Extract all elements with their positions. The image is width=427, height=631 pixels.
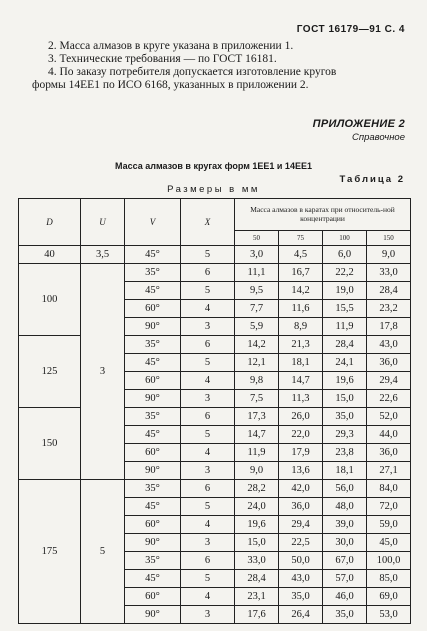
cell-v: 35° bbox=[125, 336, 181, 354]
cell-mass: 50,0 bbox=[279, 552, 323, 570]
cell-mass: 26,0 bbox=[279, 408, 323, 426]
cell-x: 3 bbox=[181, 390, 235, 408]
cell-mass: 17,9 bbox=[279, 444, 323, 462]
cell-d: 175 bbox=[19, 480, 81, 624]
cell-mass: 11,9 bbox=[323, 318, 367, 336]
cell-v: 35° bbox=[125, 408, 181, 426]
cell-mass: 24,0 bbox=[235, 498, 279, 516]
cell-v: 35° bbox=[125, 264, 181, 282]
conc-75-header: 75 bbox=[279, 230, 323, 245]
cell-mass: 14,7 bbox=[235, 426, 279, 444]
table-row bbox=[19, 480, 411, 498]
cell-v: 90° bbox=[125, 390, 181, 408]
cell-mass: 69,0 bbox=[367, 588, 411, 606]
cell-mass: 29,4 bbox=[279, 516, 323, 534]
cell-mass: 5,9 bbox=[235, 318, 279, 336]
cell-mass: 9,5 bbox=[235, 282, 279, 300]
cell-x: 5 bbox=[181, 246, 235, 264]
cell-mass: 23,1 bbox=[235, 588, 279, 606]
cell-x: 4 bbox=[181, 372, 235, 390]
cell-mass: 11,3 bbox=[279, 390, 323, 408]
table-caption: Масса алмазов в кругах форм 1ЕЕ1 и 14ЕЕ1 bbox=[115, 161, 312, 171]
page-header: ГОСТ 16179—91 С. 4 bbox=[296, 24, 405, 35]
cell-u: 5 bbox=[81, 480, 125, 624]
cell-mass: 36,0 bbox=[367, 354, 411, 372]
cell-v: 45° bbox=[125, 498, 181, 516]
cell-mass: 33,0 bbox=[367, 264, 411, 282]
cell-mass: 11,9 bbox=[235, 444, 279, 462]
cell-x: 3 bbox=[181, 534, 235, 552]
cell-mass: 22,2 bbox=[323, 264, 367, 282]
cell-mass: 29,4 bbox=[367, 372, 411, 390]
cell-mass: 67,0 bbox=[323, 552, 367, 570]
cell-x: 6 bbox=[181, 480, 235, 498]
cell-v: 60° bbox=[125, 588, 181, 606]
diamond-mass-table bbox=[18, 198, 411, 624]
cell-mass: 22,6 bbox=[367, 390, 411, 408]
cell-mass: 3,0 bbox=[235, 246, 279, 264]
cell-v: 45° bbox=[125, 426, 181, 444]
cell-x: 6 bbox=[181, 552, 235, 570]
cell-mass: 23,2 bbox=[367, 300, 411, 318]
cell-v: 45° bbox=[125, 354, 181, 372]
cell-mass: 22,0 bbox=[279, 426, 323, 444]
cell-d: 125 bbox=[19, 336, 81, 408]
cell-mass: 48,0 bbox=[323, 498, 367, 516]
cell-v: 45° bbox=[125, 282, 181, 300]
table-label: Таблица 2 bbox=[339, 174, 405, 185]
cell-x: 5 bbox=[181, 426, 235, 444]
item-3: 3. Технические требования — по ГОСТ 16181. bbox=[48, 53, 277, 65]
cell-x: 5 bbox=[181, 354, 235, 372]
cell-mass: 9,8 bbox=[235, 372, 279, 390]
cell-mass: 11,6 bbox=[279, 300, 323, 318]
cell-x: 5 bbox=[181, 498, 235, 516]
cell-mass: 28,4 bbox=[367, 282, 411, 300]
cell-mass: 27,1 bbox=[367, 462, 411, 480]
cell-mass: 18,1 bbox=[279, 354, 323, 372]
col-d-header: D bbox=[19, 199, 81, 246]
item-4-continued: формы 14ЕЕ1 по ИСО 6168, указанных в приложении 2. bbox=[32, 79, 309, 91]
cell-mass: 16,7 bbox=[279, 264, 323, 282]
cell-mass: 7,5 bbox=[235, 390, 279, 408]
appendix-heading bbox=[313, 118, 405, 143]
cell-mass: 56,0 bbox=[323, 480, 367, 498]
cell-mass: 28,4 bbox=[323, 336, 367, 354]
cell-mass: 7,7 bbox=[235, 300, 279, 318]
cell-x: 4 bbox=[181, 516, 235, 534]
cell-mass: 14,2 bbox=[235, 336, 279, 354]
cell-mass: 9,0 bbox=[367, 246, 411, 264]
cell-mass: 23,8 bbox=[323, 444, 367, 462]
col-u-header: U bbox=[81, 199, 125, 246]
cell-mass: 9,0 bbox=[235, 462, 279, 480]
cell-mass: 39,0 bbox=[323, 516, 367, 534]
table-row bbox=[19, 336, 411, 354]
cell-mass: 24,1 bbox=[323, 354, 367, 372]
cell-mass: 28,2 bbox=[235, 480, 279, 498]
cell-v: 60° bbox=[125, 516, 181, 534]
table-row bbox=[19, 246, 411, 264]
cell-x: 4 bbox=[181, 300, 235, 318]
cell-mass: 18,1 bbox=[323, 462, 367, 480]
cell-x: 6 bbox=[181, 336, 235, 354]
cell-mass: 45,0 bbox=[367, 534, 411, 552]
appendix-subtitle: Справочное bbox=[352, 132, 405, 143]
cell-x: 3 bbox=[181, 606, 235, 624]
cell-mass: 6,0 bbox=[323, 246, 367, 264]
cell-mass: 72,0 bbox=[367, 498, 411, 516]
numbered-items bbox=[32, 40, 402, 92]
cell-x: 5 bbox=[181, 570, 235, 588]
col-mass-header: Масса алмазов в каратах при относитель-ной концентрации bbox=[235, 199, 411, 231]
cell-mass: 19,6 bbox=[323, 372, 367, 390]
cell-mass: 17,6 bbox=[235, 606, 279, 624]
cell-d: 40 bbox=[19, 246, 81, 264]
cell-mass: 100,0 bbox=[367, 552, 411, 570]
cell-mass: 17,3 bbox=[235, 408, 279, 426]
cell-x: 3 bbox=[181, 318, 235, 336]
cell-mass: 30,0 bbox=[323, 534, 367, 552]
cell-mass: 36,0 bbox=[279, 498, 323, 516]
cell-mass: 43,0 bbox=[367, 336, 411, 354]
cell-u: 3,5 bbox=[81, 246, 125, 264]
cell-mass: 43,0 bbox=[279, 570, 323, 588]
cell-v: 35° bbox=[125, 480, 181, 498]
appendix-title: ПРИЛОЖЕНИЕ 2 bbox=[312, 118, 405, 130]
cell-mass: 14,2 bbox=[279, 282, 323, 300]
cell-mass: 28,4 bbox=[235, 570, 279, 588]
cell-mass: 11,1 bbox=[235, 264, 279, 282]
conc-100-header: 100 bbox=[323, 230, 367, 245]
cell-v: 45° bbox=[125, 570, 181, 588]
cell-mass: 85,0 bbox=[367, 570, 411, 588]
cell-mass: 15,0 bbox=[323, 390, 367, 408]
cell-mass: 35,0 bbox=[323, 606, 367, 624]
cell-mass: 84,0 bbox=[367, 480, 411, 498]
table-row bbox=[19, 408, 411, 426]
cell-d: 100 bbox=[19, 264, 81, 336]
cell-v: 60° bbox=[125, 444, 181, 462]
cell-mass: 57,0 bbox=[323, 570, 367, 588]
item-2: 2. Масса алмазов в круге указана в приложении 1. bbox=[48, 40, 294, 52]
cell-mass: 26,4 bbox=[279, 606, 323, 624]
cell-mass: 19,6 bbox=[235, 516, 279, 534]
cell-x: 4 bbox=[181, 444, 235, 462]
cell-mass: 33,0 bbox=[235, 552, 279, 570]
cell-v: 90° bbox=[125, 606, 181, 624]
item-4: 4. По заказу потребителя допускается изготовление кругов bbox=[48, 66, 337, 78]
cell-mass: 13,6 bbox=[279, 462, 323, 480]
cell-v: 35° bbox=[125, 552, 181, 570]
cell-mass: 17,8 bbox=[367, 318, 411, 336]
table-row bbox=[19, 264, 411, 282]
cell-mass: 12,1 bbox=[235, 354, 279, 372]
cell-v: 90° bbox=[125, 318, 181, 336]
dimensions-note: Размеры в мм bbox=[167, 184, 260, 195]
cell-mass: 35,0 bbox=[279, 588, 323, 606]
cell-mass: 19,0 bbox=[323, 282, 367, 300]
cell-x: 3 bbox=[181, 462, 235, 480]
cell-mass: 36,0 bbox=[367, 444, 411, 462]
cell-x: 6 bbox=[181, 408, 235, 426]
cell-d: 150 bbox=[19, 408, 81, 480]
cell-mass: 14,7 bbox=[279, 372, 323, 390]
table-body bbox=[19, 246, 411, 624]
cell-mass: 44,0 bbox=[367, 426, 411, 444]
cell-mass: 15,0 bbox=[235, 534, 279, 552]
cell-mass: 52,0 bbox=[367, 408, 411, 426]
cell-mass: 22,5 bbox=[279, 534, 323, 552]
cell-mass: 53,0 bbox=[367, 606, 411, 624]
cell-v: 90° bbox=[125, 534, 181, 552]
cell-x: 4 bbox=[181, 588, 235, 606]
cell-mass: 21,3 bbox=[279, 336, 323, 354]
cell-mass: 15,5 bbox=[323, 300, 367, 318]
col-x-header: X bbox=[181, 199, 235, 246]
cell-v: 45° bbox=[125, 246, 181, 264]
conc-150-header: 150 bbox=[367, 230, 411, 245]
col-v-header: V bbox=[125, 199, 181, 246]
cell-mass: 29,3 bbox=[323, 426, 367, 444]
cell-x: 5 bbox=[181, 282, 235, 300]
cell-v: 60° bbox=[125, 300, 181, 318]
conc-50-header: 50 bbox=[235, 230, 279, 245]
cell-x: 6 bbox=[181, 264, 235, 282]
cell-mass: 35,0 bbox=[323, 408, 367, 426]
cell-mass: 42,0 bbox=[279, 480, 323, 498]
cell-mass: 59,0 bbox=[367, 516, 411, 534]
cell-v: 60° bbox=[125, 372, 181, 390]
cell-u: 3 bbox=[81, 264, 125, 480]
cell-mass: 4,5 bbox=[279, 246, 323, 264]
cell-mass: 46,0 bbox=[323, 588, 367, 606]
cell-mass: 8,9 bbox=[279, 318, 323, 336]
cell-v: 90° bbox=[125, 462, 181, 480]
